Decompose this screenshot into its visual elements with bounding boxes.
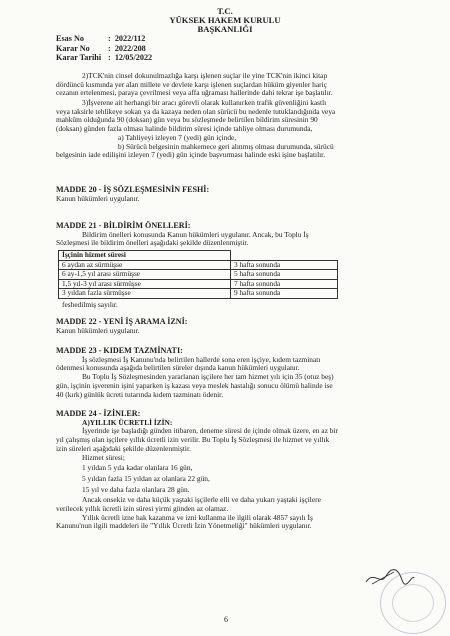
list-item: 5 yıldan fazla 15 yıldan az olanlara 22 gün, xyxy=(82,473,210,483)
notice-period-table xyxy=(58,250,338,299)
text-line: yıl çalışmış olan işçilere yıllık ücretli izin verilir. Bu Toplu İş Sözleşmesi ile hizmet ve yıllık xyxy=(56,435,330,445)
text-line: verilecek yıllık ücretli izin süresi yirmi günden az olamaz. xyxy=(56,504,229,514)
text-line: izin süreleri aşağıdaki şekilde düzenlenmiştir. xyxy=(56,443,191,453)
text-line: Bu Toplu İş Sözleşmesinden yararlanan işçilere her tam hizmet yılı için 35 (otuz beş) xyxy=(82,372,334,382)
text-line: veya taksirle tehlikeye sokan ya da kazaya neden olan sürücü bu nedenle tutuklandığında veya xyxy=(56,106,336,116)
table-cell: 3 hafta sonunda xyxy=(231,260,338,270)
table-header-row xyxy=(59,251,338,261)
table-cell: 7 hafta sonunda xyxy=(231,279,338,289)
meta-value: 2022/208 xyxy=(114,43,146,53)
text-line: 3)İşverene ait herhangi bir aracı görevli olarak kullanırken trafik güvenliğini kastlı xyxy=(82,98,327,107)
meta-sep: : xyxy=(108,34,111,43)
text-line: İş sözleşmesi İş Kanunu'nda belirtilen hallerde sona eren işçiye, kıdem tazminatı xyxy=(82,354,321,364)
text-line: Kanun hükümleri uygulanır. xyxy=(56,193,140,203)
table-cell: 6 aydan az sürmüşse xyxy=(59,260,231,270)
table-cell: 5 hafta sonunda xyxy=(231,270,338,280)
text-line: Kanunu'nun ilgili maddeleri ile "Yıllık Ücretli İzin Yönetmeliği" hükümleri uygulanır. xyxy=(56,521,312,531)
table-cell: 1,5 yıl-3 yıl arası sürmüşse xyxy=(59,279,231,289)
table-row xyxy=(59,270,338,280)
header-tc: T.C. xyxy=(217,6,233,16)
meta-value: 12/05/2022 xyxy=(114,53,153,63)
paragraph-3 xyxy=(56,99,398,160)
meta-key: Esas No xyxy=(56,34,84,43)
text-line: cezanın ertelenmesi, paraya çevrilmesi veya affa uğraması hallerinde dahi tekrar işe başlatılır. xyxy=(56,88,333,98)
table-cell: 6 ay-1,5 yıl arası sürmüşse xyxy=(59,270,231,280)
text-line: ödenmesi konusunda aşağıda belirtilen süreler dışında kanun hükümleri uygulanır. xyxy=(56,363,300,373)
article-22 xyxy=(56,318,398,335)
meta-row xyxy=(56,53,152,63)
meta-sep: : xyxy=(108,43,111,53)
article-22-title: MADDE 22 - YENİ İŞ ARAMA İZNİ: xyxy=(56,317,188,326)
table-cell: 3 yıldan fazla sürmüşse xyxy=(59,289,231,299)
meta-key: Karar No xyxy=(56,43,90,53)
article-20-title: MADDE 20 - İŞ SÖZLEŞMESİNİN FESHİ: xyxy=(56,185,210,194)
list-item: 15 yıl ve daha fazla olanlara 28 gün. xyxy=(82,484,190,494)
table-row xyxy=(59,289,338,299)
text-line: a) Tahliyeyi izleyen 7 (yedi) gün içinde, xyxy=(118,132,237,142)
article-21 xyxy=(56,222,398,248)
official-stamp-inner xyxy=(392,584,434,622)
table-empty-cell xyxy=(231,251,338,261)
article-23-title: MADDE 23 - KIDEM TAZMİNATI: xyxy=(56,346,183,355)
article-24 xyxy=(56,410,398,531)
page-number: 6 xyxy=(224,615,228,624)
article-20 xyxy=(56,186,398,203)
header-presidency: BAŞKANLIĞI xyxy=(197,24,253,34)
meta-sep: : xyxy=(108,53,111,63)
text-line: Hizmet süresi; xyxy=(82,452,125,462)
text-line: Ancak onsekiz ve daha küçük yaştaki işçilerle elli ve daha yukarı yaştaki işçilere xyxy=(82,495,321,505)
case-meta xyxy=(56,34,152,63)
paragraph-2 xyxy=(56,72,398,98)
article-23 xyxy=(56,347,398,399)
text-line: (doksan) günden fazla olması halinde bildirim süresi içinde tahliye olması durumunda, xyxy=(56,124,313,134)
meta-value: 2022/112 xyxy=(114,34,146,43)
text-line: 2)TCK'nin cinsel dokunulmazlığa karşı işlenen suçlar ile yine TCK'nin ikinci kitap xyxy=(82,71,328,80)
text-line: Bildirim önelleri konusunda Kanun hükümleri uygulanır. Ancak, bu Toplu İş xyxy=(82,229,309,239)
text-line: Sözleşmesi ile bildirim önelleri aşağıdaki şekilde düzenlenmiştir. xyxy=(56,238,249,248)
text-line: gün, işçinin işverenin işini yaparken iş kazası veya meslek hastalığı sonucu ölümü halinde ise xyxy=(56,380,333,390)
text-line: b) Sürücü belgesinin mahkemece geri alınmış olması durumunda, sürücü xyxy=(118,141,334,151)
article-24-subtitle: A)YILLIK ÜCRETLİ İZİN: xyxy=(82,417,173,427)
text-line: Kanun hükümleri uygulanır. xyxy=(56,325,140,335)
table-header-cell: İşçinin hizmet süresi xyxy=(59,251,231,261)
list-item: 1 yıldan 5 yıla kadar olanlara 16 gün, xyxy=(82,463,193,473)
text-line: belgesinin iade edilişini izleyen 7 (yedi) gün içinde başvurması halinde eski işine başlatılır. xyxy=(56,150,326,160)
meta-row xyxy=(56,44,152,54)
meta-key: Karar Tarihi xyxy=(56,53,102,63)
text-line: mahkûm olduğunda 90 (doksan) gün veya bu sözleşmede belirtilen bildirim süresinin 90 xyxy=(56,115,318,125)
header-institution: YÜKSEK HAKEM KURULU xyxy=(169,15,281,25)
article-21-title: MADDE 21 - BİLDİRİM ÖNELLERİ: xyxy=(56,221,191,230)
table-cell: 9 hafta sonunda xyxy=(231,289,338,299)
text-line: 40 (kırk) günlük ücreti tutarında kıdem tazminatı ödenir. xyxy=(56,389,224,399)
text-line: İşyerinde işe başladığı günden itibaren, deneme süresi de içinde olmak üzere, en az bir xyxy=(82,426,338,436)
article-24-title: MADDE 24 - İZİNLER: xyxy=(56,409,141,418)
text-line: Yıllık ücretli izne hak kazanma ve izni kullanma ile ilgili olarak 4857 sayılı İş xyxy=(82,512,313,522)
meta-row xyxy=(56,34,152,44)
text-line: feshedilmiş sayılır. xyxy=(62,300,118,309)
text-line: dördüncü kısmında yer alan millete ve devlete karşı işlenen suçlardan hüküm giyenler hariç xyxy=(56,79,327,89)
